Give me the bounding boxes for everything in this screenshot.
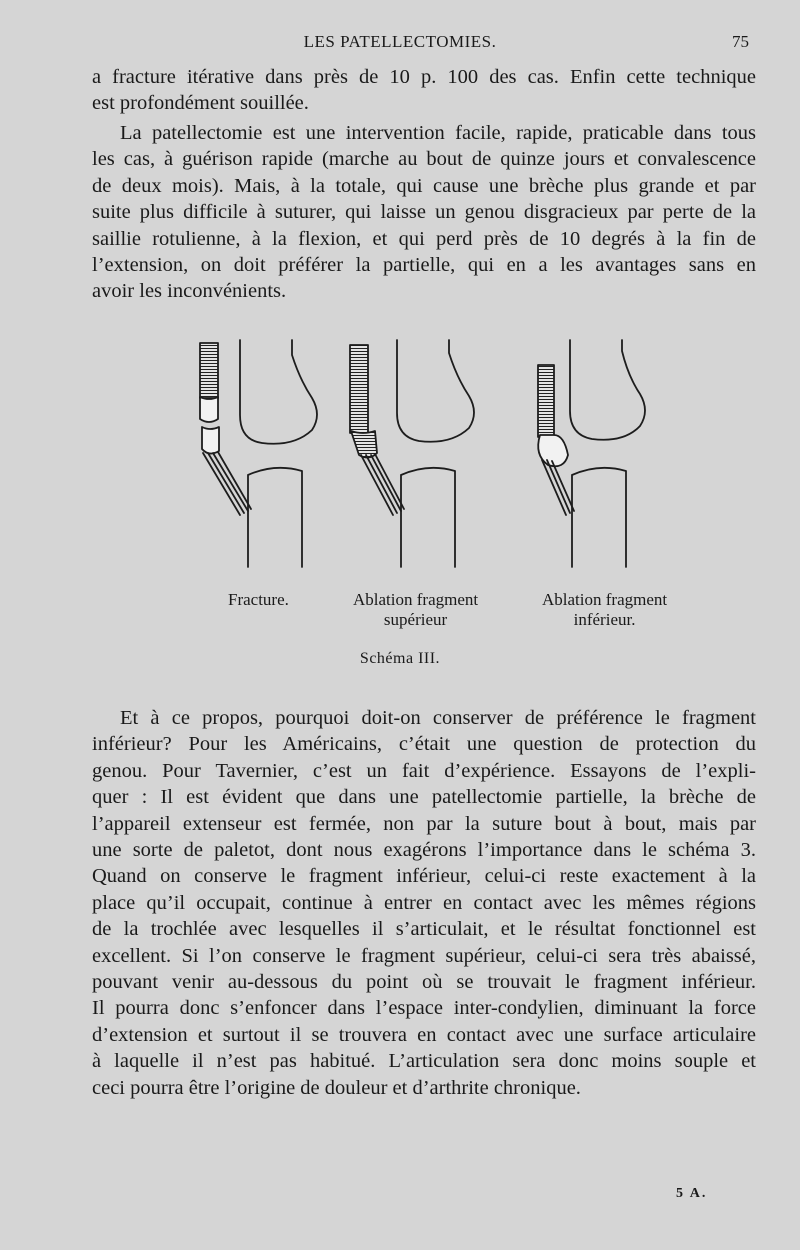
femur	[240, 340, 317, 444]
knee-diagram-lower-ablation	[538, 340, 645, 567]
paragraph-1	[92, 64, 756, 117]
patellar-tendon	[203, 452, 251, 515]
caption-line: inférieur.	[573, 610, 636, 629]
paragraph-line: l’appareil extenseur est fermée, non par la suture bout à bout, mais par	[92, 812, 756, 835]
figure-caption	[228, 590, 289, 610]
knee-diagram-upper-ablation	[350, 340, 474, 567]
upper-fragment	[200, 397, 218, 422]
femur	[570, 340, 645, 440]
quadriceps-tendon	[538, 365, 554, 437]
paragraph-line: quer : Il est évident que dans une patellectomie partielle, la brèche de	[92, 786, 756, 809]
quadriceps-tendon	[350, 345, 368, 433]
paragraph-line: Il pourra donc s’enfoncer dans l’espace inter-condylien, diminuant la force	[92, 997, 756, 1020]
knee-schema-figure	[190, 335, 670, 580]
paragraph-line: a fracture itérative dans près de 10 p. 100 des cas. Enfin cette technique	[92, 66, 756, 88]
lower-fragment	[202, 427, 219, 454]
paragraph-line: Et à ce propos, pourquoi doit-on conserver de préférence le fragment	[120, 707, 756, 729]
figure-caption	[542, 590, 667, 630]
paragraph-line: de la trochlée avec lesquelles il s’articulait, et le résultat fonctionnel est	[92, 918, 756, 941]
paragraph-line: suite plus difficile à suturer, qui laisse un genou disgracieux par perte de la	[92, 201, 756, 224]
femur	[397, 340, 474, 442]
caption-line: Ablation fragment	[542, 590, 668, 609]
paragraph-line: de deux mois). Mais, à la totale, qui cause une brèche plus grande et par	[92, 174, 756, 197]
tibia	[401, 468, 455, 567]
paragraph-line: une sorte de paletot, dont nous exagérons l’importance dans le schéma 3.	[92, 839, 756, 862]
caption-line: Fracture.	[228, 590, 289, 609]
patellar-tendon	[542, 460, 574, 515]
paragraph-line: pouvant venir au-dessous du point où se trouvait le fragment inférieur.	[92, 971, 756, 994]
paragraph-line: d’extension et surtout il se trouvera en contact avec une surface articulaire	[92, 1023, 756, 1046]
paragraph-line: excellent. Si l’on conserve le fragment supérieur, celui-ci sera très abaissé,	[92, 944, 756, 967]
tibia	[248, 468, 302, 567]
patellar-tendon	[361, 454, 404, 515]
schema-title: Schéma III.	[359, 650, 441, 667]
paragraph-line: La patellectomie est une intervention facile, rapide, praticable dans tous	[120, 122, 756, 144]
lower-fragment	[351, 431, 377, 458]
paragraph-line: avoir les inconvénients.	[92, 280, 287, 303]
running-header: LES PATELLECTOMIES.	[303, 32, 497, 51]
paragraph-line: l’extension, on doit préférer la partielle, qui en a les avantages sans en	[92, 254, 756, 277]
quadriceps-tendon	[200, 343, 218, 398]
page-number: 75	[732, 32, 749, 51]
caption-line: supérieur	[383, 610, 448, 629]
paragraph-line: Quand on conserve le fragment inférieur, celui-ci reste exactement à la	[92, 865, 756, 888]
paragraph-line: inférieur? Pour les Américains, c’était une question de protection du	[92, 733, 756, 756]
printer-signature: 5 A.	[676, 1186, 708, 1201]
paragraph-line: les cas, à guérison rapide (marche au bout de quinze jours et convalescence	[92, 148, 756, 171]
tibia	[572, 468, 626, 567]
paragraph-line: genou. Pour Tavernier, c’est un fait d’expérience. Essayons de l’expli-	[92, 759, 756, 782]
paragraph-2	[92, 120, 756, 305]
paragraph-3	[92, 705, 756, 1101]
knee-diagram-fracture	[200, 340, 317, 567]
paragraph-line: ceci pourra être l’origine de douleur et d’arthrite chronique.	[92, 1076, 581, 1099]
caption-line: Ablation fragment	[353, 590, 479, 609]
paragraph-line: saillie rotulienne, à la flexion, et qui perd près de 10 degrés à la fin de	[92, 227, 756, 250]
paragraph-line: à laquelle il n’est pas habitué. L’articulation sera donc moins souple et	[92, 1050, 756, 1073]
figure-caption	[353, 590, 478, 630]
paragraph-line: est profondément souillée.	[92, 92, 309, 115]
paragraph-line: place qu’il occupait, continue à entrer en contact avec les mêmes régions	[92, 891, 756, 914]
